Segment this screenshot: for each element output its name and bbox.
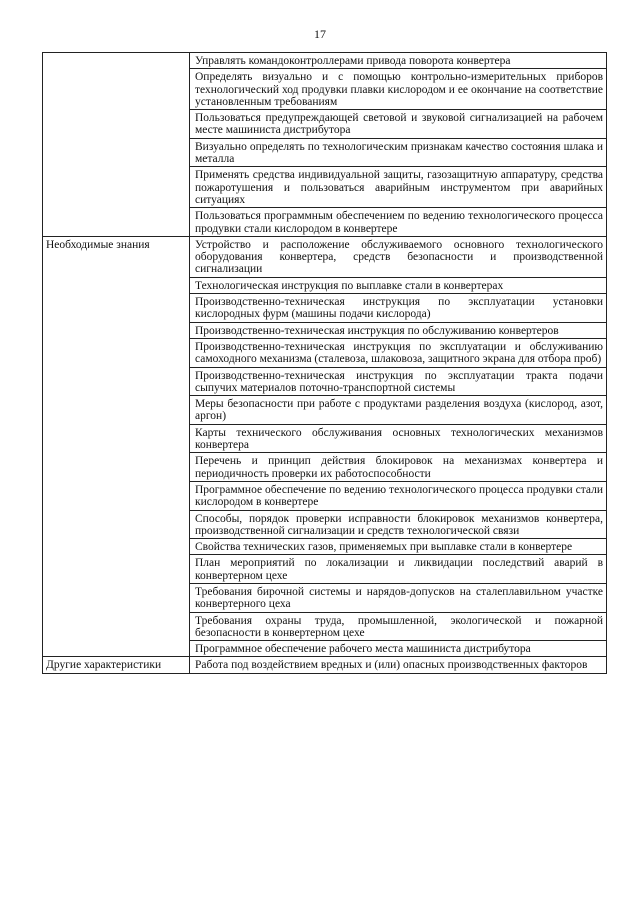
table-row bbox=[43, 657, 607, 673]
required-knowledge-section-item: Требования охраны труда, промышленной, экологической и пожарной безопасности в конвертерном цехе bbox=[190, 612, 607, 641]
required-knowledge-section-item: Программное обеспечение по ведению технологического процесса продувки стали кислородом в конвертере bbox=[190, 481, 607, 510]
required-knowledge-section-item: Производственно-техническая инструкция по эксплуатации тракта подачи сыпучих материалов поточно-транспортной системы bbox=[190, 367, 607, 396]
required-knowledge-section-item: Производственно-техническая инструкция по эксплуатации установки кислородных фурм (машины подачи кислорода) bbox=[190, 294, 607, 323]
required-knowledge-section-item: Свойства технических газов, применяемых при выплавке стали в конвертере bbox=[190, 539, 607, 555]
skills-section-item: Применять средства индивидуальной защиты, газозащитную аппаратуру, средства пожаротушения и пользоваться аварийным инструментом при аварийных ситуациях bbox=[190, 167, 607, 208]
required-knowledge-section-item: Производственно-техническая инструкция по эксплуатации и обслуживанию самоходного механизма (сталевоза, шлаковоза, защитного экрана для отбора проб) bbox=[190, 338, 607, 367]
required-knowledge-section-item: Производственно-техническая инструкция по обслуживанию конвертеров bbox=[190, 322, 607, 338]
required-knowledge-section-label: Необходимые знания bbox=[43, 236, 190, 657]
required-knowledge-section-item: План мероприятий по локализации и ликвидации последствий аварий в конвертерном цехе bbox=[190, 555, 607, 584]
required-knowledge-section-item: Требования бирочной системы и нарядов-допусков на сталеплавильном участке конвертерного цеха bbox=[190, 583, 607, 612]
required-knowledge-section-item: Программное обеспечение рабочего места машиниста дистрибутора bbox=[190, 641, 607, 657]
required-knowledge-section-item: Меры безопасности при работе с продуктами разделения воздуха (кислород, азот, аргон) bbox=[190, 396, 607, 425]
page-number: 17 bbox=[314, 27, 326, 41]
skills-section-item: Визуально определять по технологическим признакам качество состояния шлака и металла bbox=[190, 138, 607, 167]
required-knowledge-section-item: Устройство и расположение обслуживаемого основного технологического оборудования конвертера, средств безопасности и производственной сигнализации bbox=[190, 236, 607, 277]
skills-section-item: Определять визуально и с помощью контрольно-измерительных приборов технологический ход продувки плавки кислородом и ее окончание на соответствие установленным требованиям bbox=[190, 69, 607, 110]
required-knowledge-section-item: Способы, порядок проверки исправности блокировок механизмов конвертера, производственной сигнализации и средств технологической связи bbox=[190, 510, 607, 539]
table-row bbox=[43, 53, 607, 69]
skills-section-item: Пользоваться программным обеспечением по ведению технологического процесса продувки стали кислородом в конвертере bbox=[190, 208, 607, 237]
skills-section-item: Управлять командоконтроллерами привода поворота конвертера bbox=[190, 53, 607, 69]
required-knowledge-section-item: Перечень и принцип действия блокировок на механизмах конвертера и периодичность проверки их работоспособности bbox=[190, 453, 607, 482]
required-knowledge-section-item: Технологическая инструкция по выплавке стали в конвертерах bbox=[190, 277, 607, 293]
other-characteristics-section-item: Работа под воздействием вредных и (или) опасных производственных факторов bbox=[190, 657, 607, 673]
table-row bbox=[43, 236, 607, 277]
skills-section-label bbox=[43, 53, 190, 237]
required-knowledge-section-item: Карты технического обслуживания основных технологических механизмов конвертера bbox=[190, 424, 607, 453]
skills-section-item: Пользоваться предупреждающей световой и звуковой сигнализацией на рабочем месте машиниста дистрибутора bbox=[190, 110, 607, 139]
qualification-table bbox=[42, 52, 607, 674]
other-characteristics-section-label: Другие характеристики bbox=[43, 657, 190, 673]
